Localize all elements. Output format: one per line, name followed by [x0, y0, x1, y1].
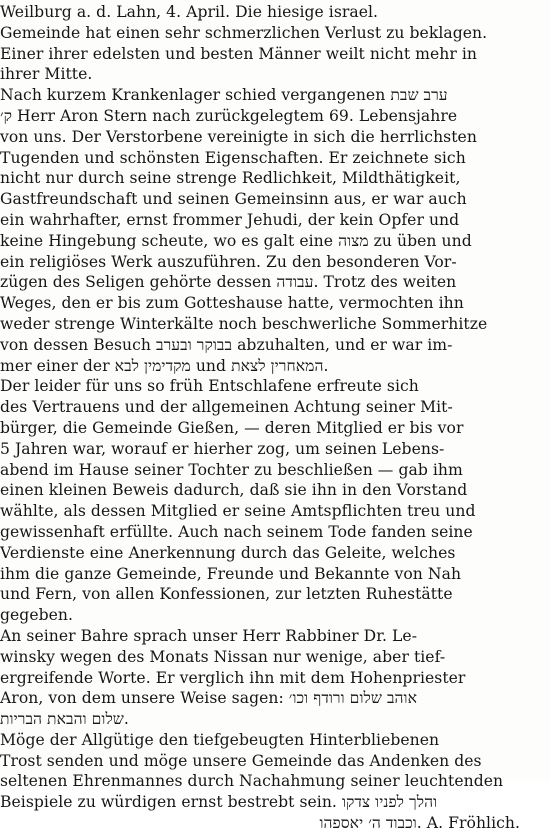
- article-line: einen kleinen Beweis dadurch, daß sie ihn in den Vorstand: [0, 481, 468, 500]
- article-line: 5 Jahren war, worauf er hierher zog, um seinen Lebens-: [0, 439, 445, 458]
- article-line: Trost senden und möge unsere Gemeinde das Andenken des: [0, 751, 482, 770]
- article-line: Gemeinde hat einen sehr schmerzlichen Verlust zu beklagen.: [0, 23, 488, 42]
- article-line: שלום והבאת הבריות.: [0, 710, 129, 729]
- article-line: Tugenden und schönsten Eigenschaften. Er zeichnete sich: [0, 148, 466, 167]
- article-line: des Vertrauens und der allgemeinen Achtung seiner Mit-: [0, 398, 453, 417]
- article-line: zügen des Seligen gehörte dessen עבודה. Trotz des weiten: [0, 273, 457, 292]
- article-line: bürger, die Gemeinde Gießen, — deren Mitglied er bis vor: [0, 418, 464, 437]
- article-line: weder strenge Winterkälte noch beschwerliche Sommerhitze: [0, 314, 488, 333]
- article-line-dateline: Weilburg a. d. Lahn, 4. April. Die hiesige israel.: [0, 3, 379, 21]
- article-line: abend im Hause seiner Tochter zu beschließen — gab ihm: [0, 460, 463, 479]
- page-edge: [536, 0, 550, 781]
- article-line: ergreifende Worte. Er verglich ihn mit dem Hohenpriester: [0, 668, 466, 687]
- article-line: Beispiele zu würdigen ernst bestrebt sein. והלך לפניו צדקו: [0, 793, 438, 812]
- article-line: ein wahrhafter, ernst frommer Jehudi, der kein Opfer und: [0, 210, 460, 229]
- article-line: Weges, den er bis zum Gotteshause hatte, vermochten ihn: [0, 294, 464, 313]
- article-line: Der leider für uns so früh Entschlafene erfreute sich: [0, 377, 419, 396]
- article-line: Einer ihrer edelsten und besten Männer weilt nicht mehr in: [0, 44, 478, 63]
- article-line: ihrer Mitte.: [0, 65, 93, 84]
- article-line: und Fern, von allen Konfessionen, zur letzten Ruhestätte: [0, 585, 453, 604]
- article-line: Nach kurzem Krankenlager schied vergangenen ערב שבת: [0, 86, 448, 105]
- article-line: seltenen Ehrenmannes durch Nachahmung seiner leuchtenden: [0, 772, 504, 791]
- article-line: nicht nur durch seine strenge Redlichkeit, Mildthätigkeit,: [0, 169, 461, 188]
- article-line: An seiner Bahre sprach unser Herr Rabbiner Dr. Le-: [0, 626, 418, 645]
- article-line: winsky wegen des Monats Nissan nur wenige, aber tief-: [0, 647, 446, 666]
- article-line: Aron, von dem unsere Weise sagen: אוהב שלום ורודף וכו׳: [0, 689, 417, 708]
- article-signature-line: וכבוד ה׳ יאספהו. A. Fröhlich.: [319, 814, 520, 833]
- article-line: ק׳ Herr Aron Stern nach zurückgelegtem 69. Lebensjahre: [0, 106, 458, 125]
- article-line: wählte, als dessen Mitglied er seine Amtspflichten treu und: [0, 502, 476, 521]
- article-line: ihm die ganze Gemeinde, Freunde und Bekannte von Nah: [0, 564, 462, 583]
- article-line: gewissenhaft erfüllte. Auch nach seinem Tode fanden seine: [0, 522, 473, 541]
- article-line: Möge der Allgütige den tiefgebeugten Hinterbliebenen: [0, 730, 440, 749]
- article-line: ein religiöses Werk auszuführen. Zu den besonderen Vor-: [0, 252, 457, 271]
- article-line: von dessen Besuch בבוקר ובערב abzuhalten, und er war im-: [0, 335, 453, 354]
- article-line: von uns. Der Verstorbene vereinigte in sich die herrlichsten: [0, 127, 477, 146]
- article-column: [0, 2, 536, 834]
- article-line: keine Hingebung scheute, wo es galt eine מצוה zu üben und: [0, 231, 472, 250]
- article-line: mer einer der מקדימין לבא und המאחרין לצאת.: [0, 356, 329, 375]
- article-line: gegeben.: [0, 606, 74, 625]
- article-line: Gastfreundschaft und seinen Gemeinsinn aus, er war auch: [0, 190, 467, 209]
- article-line: Verdienste eine Anerkennung durch das Geleite, welches: [0, 543, 456, 562]
